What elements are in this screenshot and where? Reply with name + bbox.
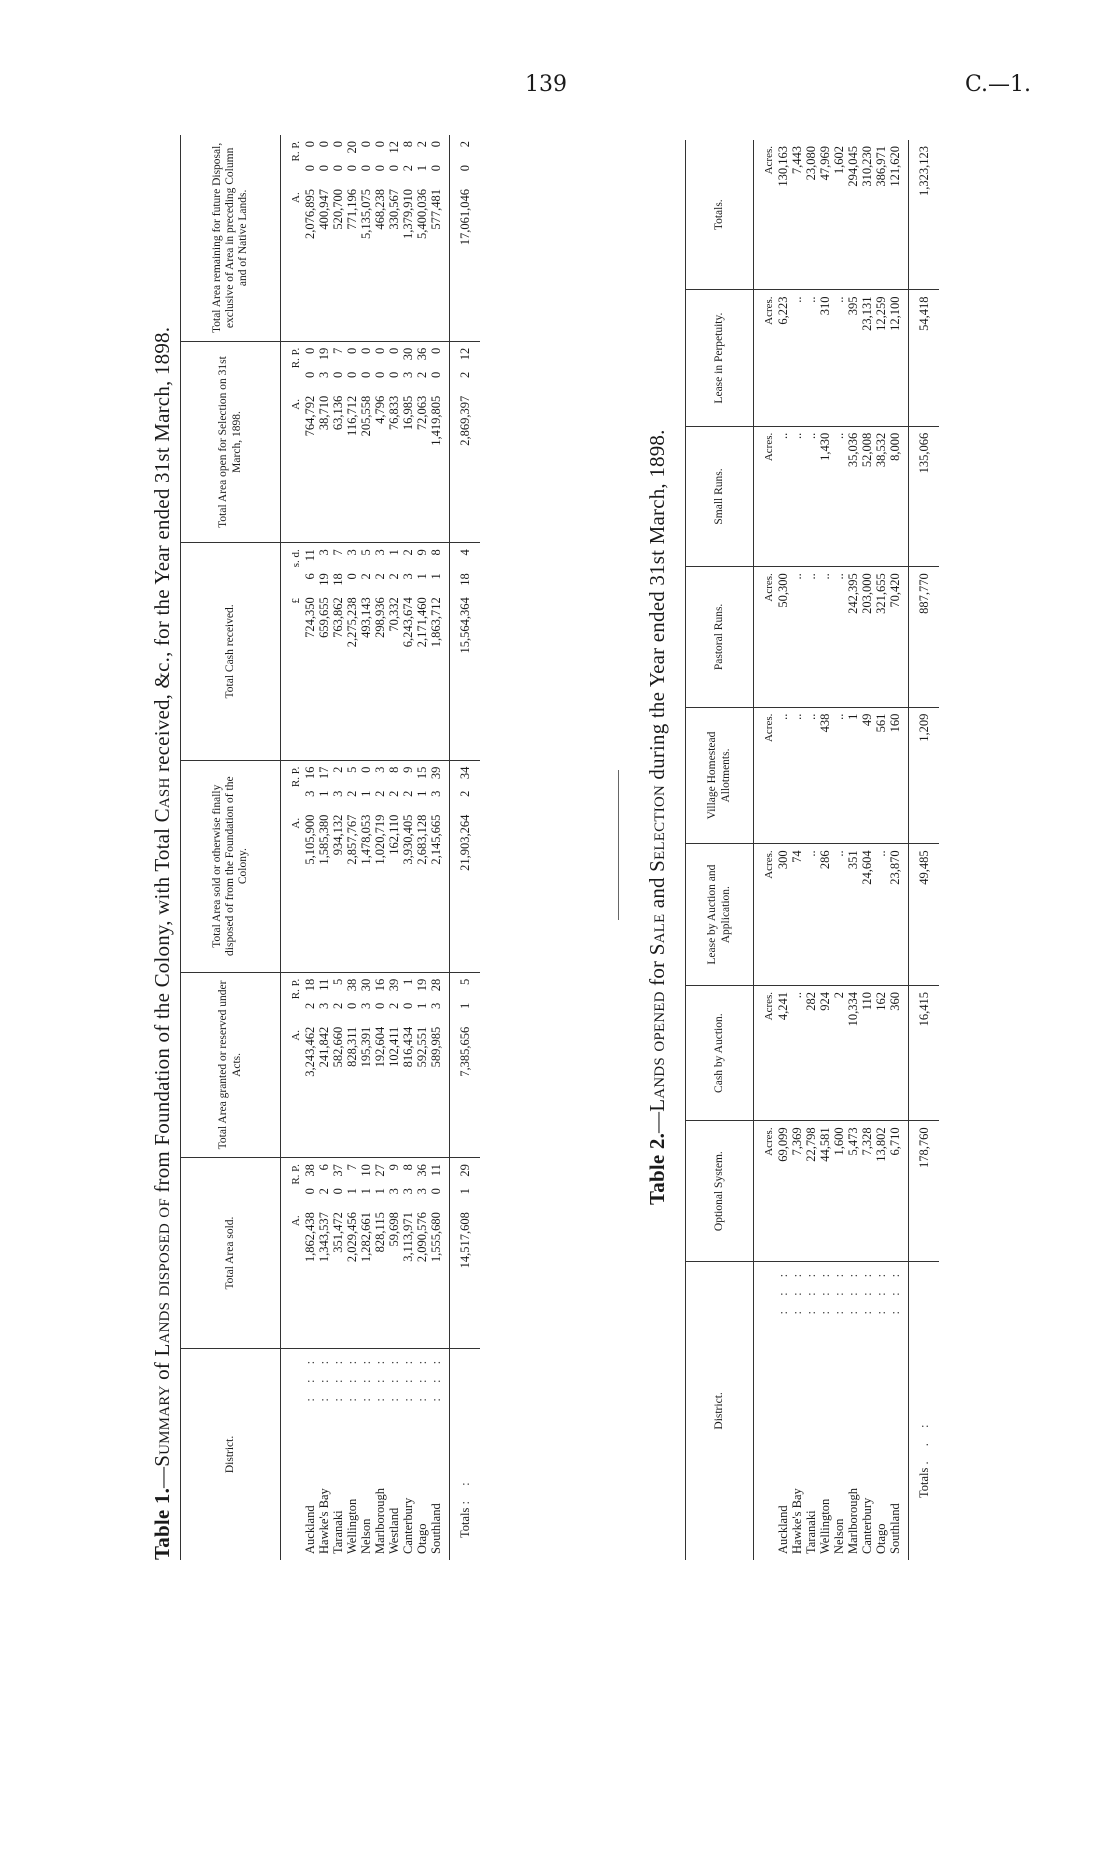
district-name: Wellington : : : bbox=[345, 1354, 359, 1554]
t1-header-disposed: Total Area sold or otherwise finally disposed of from the Foundation of the Colony. bbox=[181, 760, 281, 972]
district-name: Auckland : : : bbox=[303, 1354, 317, 1554]
cell-value: .. bbox=[832, 432, 846, 440]
cell-value: 771,196 0 20 bbox=[345, 141, 359, 230]
cell-value: 23,131 bbox=[860, 296, 874, 331]
district-name: Auckland : : : bbox=[776, 1267, 790, 1554]
cell-value: 5,400,036 1 2 bbox=[415, 141, 429, 239]
cell-value: 5,135,075 0 0 bbox=[359, 141, 373, 239]
cell-value: 162 bbox=[874, 991, 888, 1011]
cell-value: 1,602 bbox=[832, 146, 846, 175]
cell-value: 1,862,438 0 38 bbox=[303, 1164, 317, 1263]
cell-value: 38,532 bbox=[874, 432, 888, 468]
unit-label: A. bbox=[290, 399, 302, 410]
cell-value: 1,478,053 1 0 bbox=[359, 766, 373, 865]
t2-header-small: Small Runs. bbox=[686, 426, 754, 566]
unit-label: s. bbox=[290, 560, 302, 568]
cell-value: .. bbox=[874, 850, 888, 857]
t1-header-district: District. bbox=[181, 1348, 281, 1560]
cell-value: 330,567 0 12 bbox=[387, 141, 401, 230]
t2-optional-column bbox=[776, 1121, 909, 1261]
cell-value: 1,419,805 0 0 bbox=[429, 347, 443, 446]
cell-value: 300 bbox=[776, 850, 790, 870]
cell-value: 7,385,656 1 5 bbox=[458, 978, 472, 1077]
district-name: Wellington : : : bbox=[818, 1267, 832, 1554]
unit-label: A. bbox=[290, 192, 302, 203]
cell-value: 203,000 bbox=[860, 573, 874, 614]
cell-value: 102,411 2 39 bbox=[387, 978, 401, 1067]
district-name: Otago : : : bbox=[874, 1267, 888, 1554]
cell-value: 7,443 bbox=[790, 146, 804, 175]
cell-value: .. bbox=[804, 296, 818, 303]
cell-value: 2,090,576 3 36 bbox=[415, 1164, 429, 1263]
cell-value: .. bbox=[832, 850, 846, 857]
t2-totals-column bbox=[776, 140, 909, 290]
cell-value: 15,564,364 18 4 bbox=[458, 549, 472, 654]
t2-header-lease: Lease by Auction and Application. bbox=[686, 844, 754, 986]
cell-value: 63,136 0 7 bbox=[331, 347, 345, 431]
t2-totals-label: Totals . . : bbox=[909, 1261, 940, 1560]
cell-value: .. bbox=[790, 432, 804, 440]
unit-label: P. bbox=[290, 978, 302, 987]
cell-value: 589,985 3 28 bbox=[429, 978, 443, 1068]
district-name: Marlborough : : : bbox=[846, 1267, 860, 1554]
t2-total-cash: 16,415 bbox=[909, 985, 940, 1120]
unit-label: R. bbox=[290, 777, 302, 788]
cell-value: 59,698 3 9 bbox=[387, 1164, 401, 1247]
cell-value: 192,604 0 16 bbox=[373, 978, 387, 1068]
t2-totals-row bbox=[909, 140, 940, 1560]
cell-value: 52,008 bbox=[860, 432, 874, 468]
t2-total-pastoral: 887,770 bbox=[909, 567, 940, 707]
unit-label: R. bbox=[290, 989, 302, 1000]
unit-label: A. bbox=[290, 1029, 302, 1041]
cell-value: 321,655 bbox=[874, 573, 888, 614]
cell-value: 70,420 bbox=[888, 573, 902, 608]
cell-value: 23,080 bbox=[804, 146, 818, 181]
unit-label: P. bbox=[290, 766, 302, 775]
cell-value: 1,430 bbox=[818, 432, 832, 461]
cell-value: 38,710 3 19 bbox=[317, 347, 331, 431]
t2-pastoral-column bbox=[776, 567, 909, 707]
t1-total-cash bbox=[450, 543, 481, 760]
unit-label: R. bbox=[290, 1174, 302, 1185]
cell-value: 22,798 bbox=[804, 1127, 818, 1162]
unit-label: d. bbox=[290, 549, 302, 558]
t1-sold-column bbox=[303, 1158, 450, 1349]
cell-value: .. bbox=[832, 573, 846, 580]
cell-value: 6,243,674 3 2 bbox=[401, 549, 415, 648]
cell-value: 1 bbox=[846, 713, 860, 720]
table2 bbox=[685, 140, 939, 1560]
district-name: Hawke's Bay : : : bbox=[317, 1354, 331, 1554]
t1-header-open: Total Area open for Selection on 31st March, 1898. bbox=[181, 341, 281, 542]
cell-value: .. bbox=[818, 573, 832, 580]
cell-value: 16,985 3 30 bbox=[401, 347, 415, 431]
cell-value: 1,343,537 2 6 bbox=[317, 1164, 331, 1263]
district-name: Taranaki : : : bbox=[331, 1354, 345, 1554]
cell-value: 1,379,910 2 8 bbox=[401, 141, 415, 239]
cell-value: 828,311 0 38 bbox=[345, 978, 359, 1067]
t1-disposed-column bbox=[303, 760, 450, 972]
cell-value: .. bbox=[832, 296, 846, 303]
cell-value: 438 bbox=[818, 713, 832, 733]
cell-value: 2 bbox=[832, 991, 846, 999]
unit-label: £ bbox=[290, 597, 302, 604]
cell-value: 7,328 bbox=[860, 1127, 874, 1156]
cell-value: 468,238 0 0 bbox=[373, 141, 387, 230]
t2-header-village: Village Homestead Allotments. bbox=[686, 707, 754, 844]
cell-value: .. bbox=[804, 850, 818, 857]
cell-value: 582,660 2 5 bbox=[331, 978, 345, 1068]
cell-value: 2,029,456 1 7 bbox=[345, 1164, 359, 1263]
district-name: Westland : : : bbox=[387, 1354, 401, 1554]
cell-value: 577,481 0 0 bbox=[429, 141, 443, 230]
unit-label: R. bbox=[290, 151, 302, 162]
unit-label: A. bbox=[290, 817, 302, 829]
cell-value: 6,710 bbox=[888, 1127, 902, 1156]
unit-label: Acres. bbox=[754, 844, 777, 986]
t1-totals-label: Totals : : bbox=[450, 1348, 481, 1560]
cell-value: 5,105,900 3 16 bbox=[303, 766, 317, 865]
unit-label: P. bbox=[290, 347, 302, 356]
cell-value: 44,581 bbox=[818, 1127, 832, 1162]
unit-label: Acres. bbox=[754, 985, 777, 1120]
cell-value: 386,971 bbox=[874, 146, 888, 187]
cell-value: 395 bbox=[846, 296, 860, 316]
t2-header-district: District. bbox=[686, 1261, 754, 1560]
cell-value: 294,045 bbox=[846, 146, 860, 187]
cell-value: 924 bbox=[818, 991, 832, 1011]
cell-value: 195,391 3 30 bbox=[359, 978, 373, 1068]
district-name: Canterbury : : : bbox=[860, 1267, 874, 1554]
cell-value: 2,857,767 2 5 bbox=[345, 766, 359, 865]
cell-value: 2,683,128 1 15 bbox=[415, 766, 429, 865]
t2-total-village: 1,209 bbox=[909, 707, 940, 844]
district-name: Otago : : : bbox=[415, 1354, 429, 1554]
t2-total-perpetuity: 54,418 bbox=[909, 290, 940, 426]
cell-value: 3,113,971 3 8 bbox=[401, 1164, 415, 1262]
cell-value: 520,700 0 0 bbox=[331, 141, 345, 230]
rotated-content bbox=[140, 80, 1114, 1560]
district-name: Canterbury : : : bbox=[401, 1354, 415, 1554]
t1-header-sold: Total Area sold. bbox=[181, 1158, 281, 1349]
cell-value: 764,792 0 0 bbox=[303, 347, 317, 437]
cell-value: 72,063 2 36 bbox=[415, 347, 429, 431]
district-name: Nelson : : : bbox=[359, 1354, 373, 1554]
cell-value: 1,600 bbox=[832, 1127, 846, 1156]
district-name: Nelson : : : bbox=[832, 1267, 846, 1554]
t1-header-granted: Total Area granted or reserved under Acts. bbox=[181, 972, 281, 1157]
cell-value: 35,036 bbox=[846, 432, 860, 468]
cell-value: 121,620 bbox=[888, 146, 902, 187]
t2-total-totals: 1,323,123 bbox=[909, 140, 940, 290]
cell-value: 47,969 bbox=[818, 146, 832, 181]
t1-header-cash: Total Cash received. bbox=[181, 543, 281, 760]
table2-title: Table 2.—Lands opened for Sale and Selection during the Year ended 31st March, 1898. bbox=[645, 429, 669, 1205]
cell-value: 76,833 0 0 bbox=[387, 347, 401, 431]
t1-total-granted bbox=[450, 972, 481, 1157]
t1-granted-column bbox=[303, 972, 450, 1157]
district-name: Hawke's Bay : : : bbox=[790, 1267, 804, 1554]
cell-value: 14,517,608 1 29 bbox=[458, 1164, 472, 1269]
cell-value: 160 bbox=[888, 713, 902, 733]
unit-label: P. bbox=[290, 1164, 302, 1172]
cell-value: 13,802 bbox=[874, 1127, 888, 1162]
cell-value: 7,369 bbox=[790, 1127, 804, 1156]
t2-village-column bbox=[776, 707, 909, 844]
cell-value: 6,223 bbox=[776, 296, 790, 325]
unit-label: Acres. bbox=[754, 707, 777, 844]
cell-value: 24,604 bbox=[860, 850, 874, 885]
cell-value: 12,259 bbox=[874, 296, 888, 331]
table1 bbox=[180, 135, 480, 1560]
t2-total-lease: 49,485 bbox=[909, 844, 940, 986]
t2-district-list bbox=[776, 1261, 909, 1560]
document-reference: C.—1. bbox=[965, 72, 1032, 97]
cell-value: 1,282,661 1 10 bbox=[359, 1164, 373, 1263]
cell-value: 70,332 2 1 bbox=[387, 549, 401, 632]
cell-value: 116,712 0 0 bbox=[345, 347, 359, 436]
separator-rule bbox=[618, 770, 619, 920]
cell-value: 592,551 1 19 bbox=[415, 978, 429, 1068]
cell-value: 2,171,460 1 9 bbox=[415, 549, 429, 648]
cell-value: .. bbox=[832, 713, 846, 720]
cell-value: .. bbox=[790, 296, 804, 303]
district-name: Marlborough : : : bbox=[373, 1354, 387, 1554]
unit-label: Acres. bbox=[754, 426, 777, 566]
t1-open-column bbox=[303, 341, 450, 542]
unit-label: Acres. bbox=[754, 140, 777, 290]
cell-value: 162,110 2 8 bbox=[387, 766, 401, 855]
cell-value: 1,555,680 0 11 bbox=[429, 1164, 443, 1263]
cell-value: .. bbox=[790, 573, 804, 580]
t1-total-sold bbox=[450, 1158, 481, 1349]
district-name: Taranaki : : : bbox=[804, 1267, 818, 1554]
cell-value: 74 bbox=[790, 850, 804, 863]
cell-value: 816,434 0 1 bbox=[401, 978, 415, 1068]
cell-value: 659,655 19 3 bbox=[317, 549, 331, 638]
cell-value: 3,930,405 2 9 bbox=[401, 766, 415, 865]
unit-label: P. bbox=[290, 141, 302, 149]
cell-value: 310,230 bbox=[860, 146, 874, 187]
cell-value: .. bbox=[804, 432, 818, 440]
district-name: Southland : : : bbox=[429, 1354, 443, 1554]
cell-value: 360 bbox=[888, 991, 902, 1011]
cell-value: 298,936 2 3 bbox=[373, 549, 387, 638]
cell-value: 1,585,380 1 17 bbox=[317, 766, 331, 865]
cell-value: 10,334 bbox=[846, 991, 860, 1027]
cell-value: 12,100 bbox=[888, 296, 902, 331]
cell-value: 561 bbox=[874, 713, 888, 733]
cell-value: 282 bbox=[804, 991, 818, 1011]
t1-cash-column bbox=[303, 543, 450, 760]
cell-value: .. bbox=[790, 991, 804, 999]
cell-value: 21,903,264 2 34 bbox=[458, 766, 472, 871]
t1-total-remaining bbox=[450, 135, 481, 341]
cell-value: 4,796 0 0 bbox=[373, 347, 387, 424]
cell-value: 241,842 3 11 bbox=[317, 978, 331, 1068]
unit-label: Acres. bbox=[754, 567, 777, 707]
cell-value: .. bbox=[776, 432, 790, 440]
cell-value: 1,020,719 2 3 bbox=[373, 766, 387, 865]
unit-label: R. bbox=[290, 358, 302, 369]
cell-value: 205,558 0 0 bbox=[359, 347, 373, 437]
cell-value: 242,395 bbox=[846, 573, 860, 614]
cell-value: 69,099 bbox=[776, 1127, 790, 1162]
cell-value: 49 bbox=[860, 713, 874, 727]
cell-value: 934,132 3 2 bbox=[331, 766, 345, 856]
cell-value: 2,275,238 0 3 bbox=[345, 549, 359, 648]
t2-header-optional: Optional System. bbox=[686, 1121, 754, 1261]
cell-value: 400,947 0 0 bbox=[317, 141, 331, 230]
t1-district-list bbox=[303, 1348, 450, 1560]
cell-value: 351 bbox=[846, 850, 860, 870]
cell-value: 50,300 bbox=[776, 573, 790, 608]
t2-lease-column bbox=[776, 844, 909, 986]
cell-value: 310 bbox=[818, 296, 832, 316]
page-number: 139 bbox=[525, 72, 567, 97]
cell-value: 3,243,462 2 18 bbox=[303, 978, 317, 1077]
table1-title: Table 1.—Summary of Lands disposed of from Foundation of the Colony, with Total Cash received, &c., for the Year ended 31st March, 1898. bbox=[150, 326, 174, 1560]
t1-header-remaining: Total Area remaining for future Disposal, exclusive of Area in preceding Column and of Native Lands. bbox=[181, 135, 281, 341]
t1-total-disposed bbox=[450, 760, 481, 972]
cell-value: .. bbox=[790, 713, 804, 720]
t2-total-optional: 178,760 bbox=[909, 1121, 940, 1261]
unit-label: Acres. bbox=[754, 290, 777, 426]
cell-value: 2,076,895 0 0 bbox=[303, 141, 317, 239]
t2-small-column bbox=[776, 426, 909, 566]
cell-value: 763,862 18 7 bbox=[331, 549, 345, 638]
unit-label: A. bbox=[290, 1215, 302, 1227]
cell-value: .. bbox=[804, 573, 818, 580]
t1-remaining-column bbox=[303, 135, 450, 341]
cell-value: 23,870 bbox=[888, 850, 902, 885]
cell-value: 8,000 bbox=[888, 432, 902, 461]
t2-header-pastoral: Pastoral Runs. bbox=[686, 567, 754, 707]
cell-value: 2,145,665 3 39 bbox=[429, 766, 443, 865]
cell-value: 1,863,712 1 8 bbox=[429, 549, 443, 648]
cell-value: .. bbox=[804, 713, 818, 720]
cell-value: .. bbox=[776, 713, 790, 720]
cell-value: 351,472 0 37 bbox=[331, 1164, 345, 1253]
cell-value: 5,473 bbox=[846, 1127, 860, 1156]
cell-value: 2,869,397 2 12 bbox=[458, 347, 472, 446]
cell-value: 110 bbox=[860, 991, 874, 1011]
t1-totals-row bbox=[450, 135, 481, 1560]
t2-cash-column bbox=[776, 985, 909, 1120]
cell-value: 286 bbox=[818, 850, 832, 870]
cell-value: 4,241 bbox=[776, 991, 790, 1021]
cell-value: 828,115 1 27 bbox=[373, 1164, 387, 1253]
cell-value: 493,143 2 5 bbox=[359, 549, 373, 638]
t2-header-totals: Totals. bbox=[686, 140, 754, 290]
cell-value: 17,061,046 0 2 bbox=[458, 141, 472, 246]
cell-value: 130,163 bbox=[776, 146, 790, 187]
cell-value: 724,350 6 11 bbox=[303, 549, 317, 638]
t2-header-cash: Cash by Auction. bbox=[686, 985, 754, 1120]
t2-perpetuity-column bbox=[776, 290, 909, 426]
t2-total-small: 135,066 bbox=[909, 426, 940, 566]
t2-header-perpetuity: Lease in Perpetuity. bbox=[686, 290, 754, 426]
t1-total-open bbox=[450, 341, 481, 542]
unit-label: Acres. bbox=[754, 1121, 777, 1261]
district-name: Southland : : : bbox=[888, 1267, 902, 1554]
